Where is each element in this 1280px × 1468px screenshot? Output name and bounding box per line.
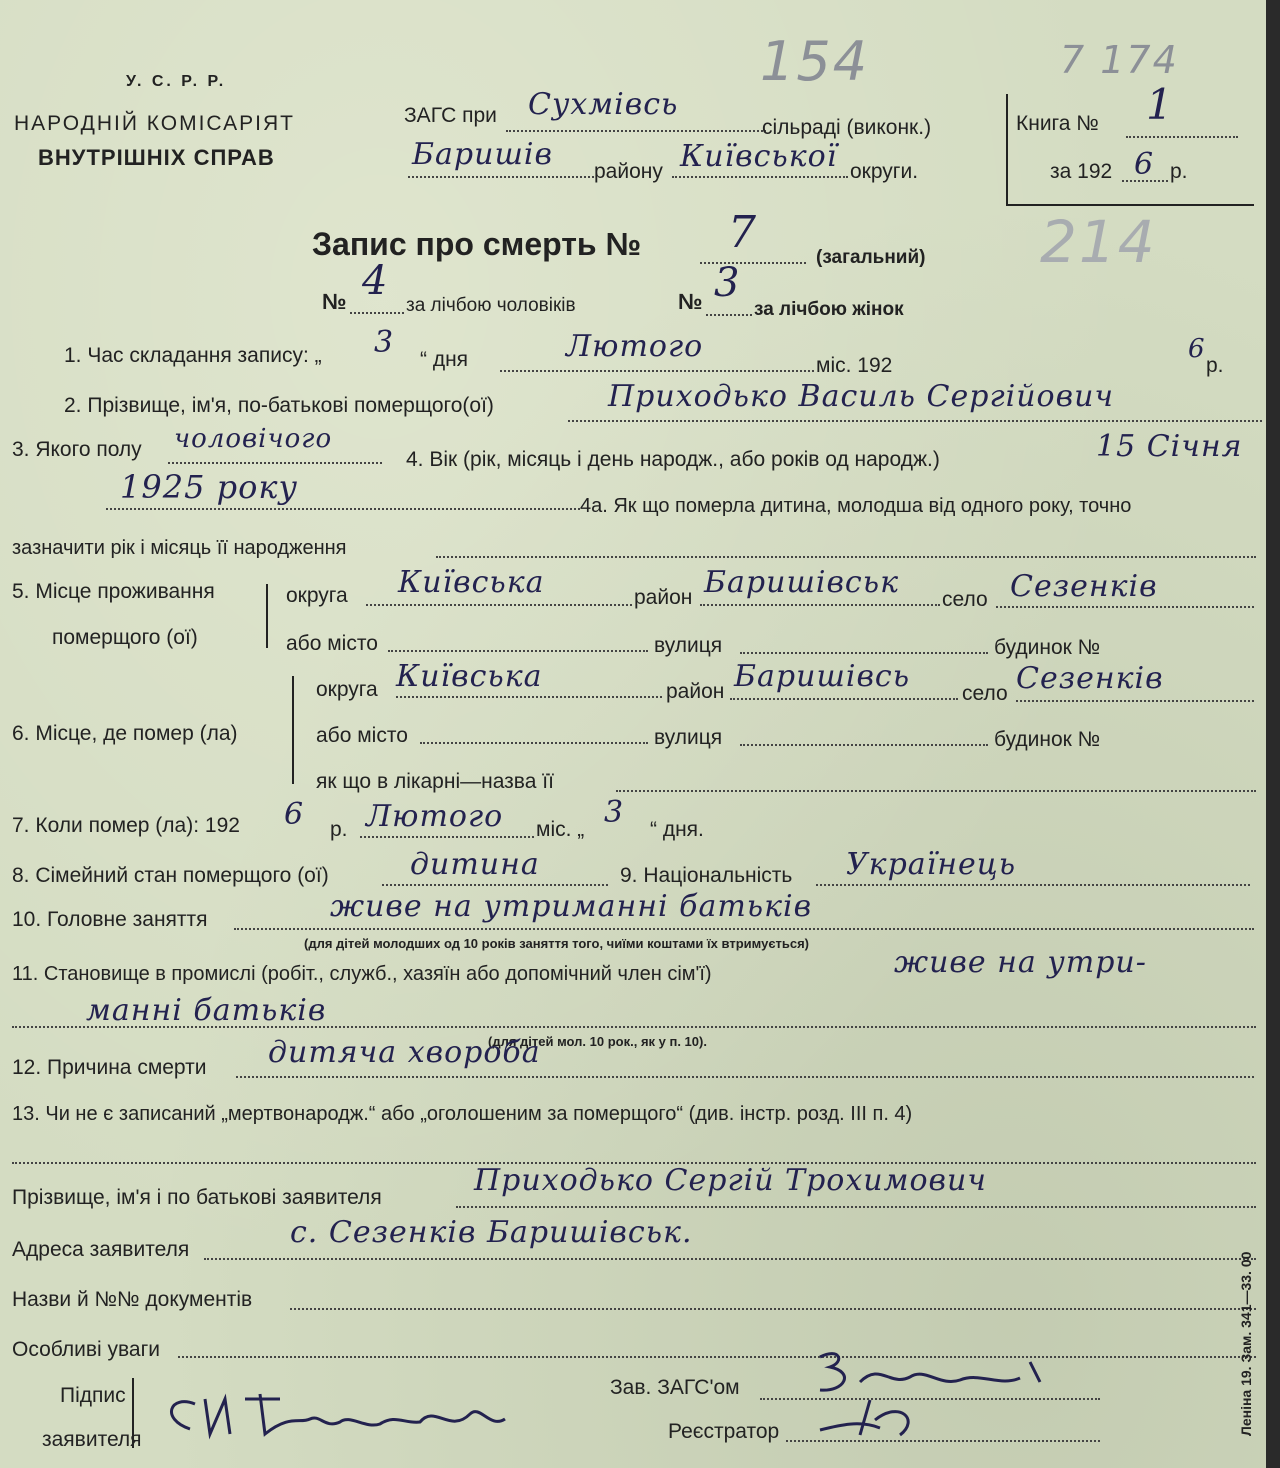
f6-selo-value: Сезенків (1016, 661, 1164, 696)
f5-label-cont: померщого (ої) (52, 626, 198, 649)
men-no-sign: № (322, 289, 347, 314)
f1-end: міс. 192 (816, 354, 893, 377)
book-box (1006, 94, 1254, 206)
f11-label: 11. Становище в промислі (робіт., служб., хазяїн або допомічний член сім'ї) (12, 963, 712, 985)
men-number: 4 (362, 258, 389, 304)
book-number: 1 (1146, 80, 1174, 129)
f9-label: 9. Національність (620, 864, 793, 887)
f8-line (382, 884, 608, 886)
f6-okrug-value: Київська (396, 659, 543, 694)
registrar-label: Реєстратор (668, 1420, 780, 1443)
zags-handwritten: Сухмівсь (528, 87, 679, 122)
f7-month-line (360, 836, 534, 838)
f7-day: 3 (604, 795, 625, 830)
header-affairs: ВНУТРІШНІХ СПРАВ (38, 145, 275, 170)
f6-selo-line (1016, 700, 1254, 702)
f10-value: живе на утриманні батьків (330, 889, 813, 924)
f4a-label: 4а. Як що померла дитина, молодша від одного року, точно (580, 495, 1132, 517)
f3-line (168, 462, 382, 464)
f6-raion-line (730, 698, 958, 700)
f2-label: 2. Прізвище, ім'я, по-батькові померщого(ої) (64, 394, 494, 417)
f6-okrug-line (396, 696, 662, 698)
women-line (706, 314, 752, 316)
f5-raion-value: Баришівськ (704, 565, 899, 600)
notes-label: Особливі уваги (12, 1338, 160, 1361)
women-label: за лічбою жінок (754, 299, 904, 320)
book-year-digit: 6 (1134, 147, 1155, 182)
f8-value: дитина (410, 847, 540, 882)
header-commissariat: НАРОДНІЙ КОМІСАРІЯТ (14, 112, 295, 135)
f5-okrug-value: Київська (398, 565, 545, 600)
f5-brace (266, 584, 268, 648)
women-number: 3 (714, 260, 741, 306)
f10-line (234, 928, 1254, 930)
f1-month: Лютого (566, 329, 704, 364)
address-line (204, 1258, 1256, 1260)
sign-label: Підпис (60, 1384, 126, 1407)
f4-value: 15 Січня (1096, 429, 1243, 464)
f4a-line (436, 556, 1256, 558)
applicant-value: Приходько Сергій Трохимович (474, 1163, 987, 1198)
f6-okrug-label: округа (316, 678, 378, 701)
men-line (350, 312, 404, 314)
f7-end: “ дня. (650, 818, 704, 841)
f1-mid: “ дня (420, 348, 469, 371)
f4-value-cont: 1925 року (120, 468, 299, 506)
book-label: Книга № (1016, 112, 1099, 135)
f5-okrug-line (366, 604, 632, 606)
f9-value: Українець (846, 847, 1017, 882)
f5-okrug-label: округа (286, 584, 348, 607)
f5-raion-label: район (634, 586, 693, 609)
scan-edge (1266, 0, 1280, 1468)
zags-prefix: ЗАГС при (404, 104, 497, 127)
sign-brace (132, 1378, 134, 1448)
f4-line (106, 508, 580, 510)
men-label: за лічбою чоловіків (406, 295, 576, 316)
f5-raion-line (700, 604, 940, 606)
f11-note: (для дітей мол. 10 рок., як у п. 10). (488, 1034, 707, 1049)
women-no-sign: № (678, 289, 703, 314)
f6-house-label: будинок № (994, 728, 1101, 751)
f6-raion-value: Баришівсь (734, 659, 911, 694)
address-value: с. Сезенків Баришівськ. (290, 1215, 693, 1250)
address-label: Адреса заявителя (12, 1238, 190, 1261)
f5-city-line (388, 650, 648, 652)
f1-year: 6 (1188, 334, 1206, 364)
docs-line (290, 1308, 1256, 1310)
f10-note: (для дітей молодших од 10 років заняття того, чиїми коштами їх втримується) (304, 936, 810, 951)
f6-brace (292, 676, 294, 784)
pencil-mark-right: 7 174 (1060, 38, 1179, 82)
f5-selo-value: Сезенків (1010, 569, 1158, 604)
book-line (1126, 136, 1238, 138)
f11-value: живе на утри- (894, 945, 1147, 980)
f5-house-label: будинок № (994, 636, 1101, 659)
record-general: (загальний) (816, 247, 926, 268)
f7-r: р. (330, 818, 348, 841)
f1-r: р. (1206, 354, 1224, 377)
okrug-label: округи. (850, 160, 919, 183)
applicant-signature (150, 1374, 540, 1454)
pencil-mark-top: 154 (760, 30, 870, 93)
f6-city-line (420, 742, 648, 744)
f7-month: Лютого (366, 799, 504, 834)
zags-line (506, 130, 766, 132)
f6-selo-label: село (962, 682, 1008, 705)
f5-selo-label: село (942, 588, 988, 611)
f7-year: 6 (284, 797, 305, 832)
f9-line (816, 884, 1250, 886)
f4a-label-cont: зазначити рік і місяць її народження (12, 537, 347, 559)
f5-city-label: або місто (286, 632, 378, 655)
f12-value: дитяча хвороба (268, 1035, 541, 1070)
f1-label: 1. Час складання запису: „ (64, 344, 322, 367)
f6-raion-label: район (666, 680, 725, 703)
f8-label: 8. Сімейний стан померщого (ої) (12, 864, 329, 887)
f3-label: 3. Якого полу (12, 438, 142, 461)
f3-value: чоловічого (174, 424, 333, 454)
f5-label: 5. Місце проживання (12, 580, 215, 603)
f5-street-line (740, 652, 988, 654)
f6-street-label: вулиця (654, 726, 723, 749)
f5-selo-line (996, 606, 1254, 608)
f12-line (236, 1076, 1254, 1078)
f1-month-line (500, 370, 814, 372)
district-line (408, 176, 594, 178)
record-number: 7 (728, 207, 757, 258)
header-ussr: У. С. Р. Р. (126, 73, 227, 90)
registrar-signature (800, 1390, 980, 1450)
f1-day: 3 (374, 325, 395, 360)
okrug-line (672, 176, 848, 178)
f4-label: 4. Вік (рік, місяць і день народж., або років од народж.) (406, 448, 940, 471)
f7-mis: міс. „ (536, 818, 585, 841)
district-handwritten: Баришів (412, 137, 553, 172)
f12-label: 12. Причина смерти (12, 1056, 207, 1079)
print-mark: Леніна 19. Зам. 341—33. 00 (1238, 1251, 1254, 1436)
f11-value-cont: манні батьків (86, 993, 327, 1028)
book-year-suffix: р. (1170, 160, 1188, 183)
f6-label: 6. Місце, де помер (ла) (12, 722, 238, 745)
f13-label: 13. Чи не є записаний „мертвонародж.“ або „оголошеним за померщого“ (див. інстр. розд. III п. 4) (12, 1103, 913, 1125)
f6-city-label: або місто (316, 724, 408, 747)
sign-label-cont: заявителя (42, 1428, 142, 1451)
f6-hospital-label: як що в лікарні—назва її (316, 770, 554, 793)
applicant-line (456, 1206, 1256, 1208)
f10-label: 10. Головне заняття (12, 908, 208, 931)
okrug-handwritten: Київської (680, 139, 838, 174)
pencil-mark-mid: 214 (1040, 208, 1157, 276)
zags-suffix: сільраді (виконк.) (762, 116, 932, 139)
f2-value: Приходько Василь Сергійович (608, 379, 1115, 414)
f5-street-label: вулиця (654, 634, 723, 657)
f2-line (568, 420, 1262, 422)
f6-hospital-line (616, 790, 1256, 792)
record-title: Запис про смерть № (312, 226, 642, 262)
applicant-label: Прізвище, ім'я і по батькові заявителя (12, 1186, 382, 1209)
book-year-line (1122, 180, 1168, 182)
docs-label: Назви й №№ документів (12, 1288, 253, 1311)
district-label: району (594, 160, 663, 183)
head-label: Зав. ЗАГС'ом (610, 1376, 740, 1399)
book-year-prefix: за 192 (1050, 160, 1113, 183)
f6-street-line (740, 744, 988, 746)
f11-line (12, 1026, 1256, 1028)
f7-label: 7. Коли помер (ла): 192 (12, 814, 240, 837)
